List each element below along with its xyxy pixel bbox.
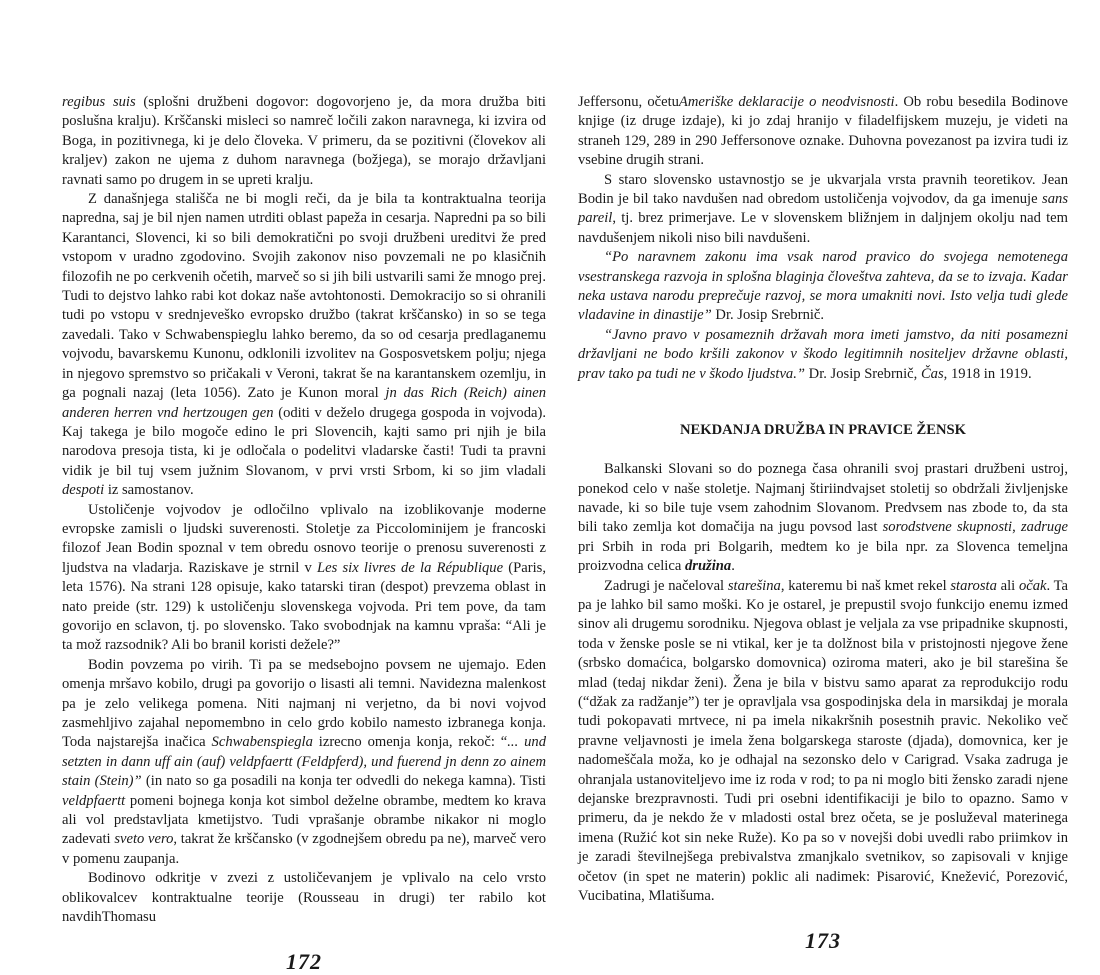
italic-text: zadruge [1020, 519, 1069, 536]
italic-text: Les six livres de la République [317, 559, 504, 576]
italic-text: družina [684, 558, 732, 575]
text-segment: , takrat že krščansko (v zgodnejšem obredu pa ne), marveč vero v pomenu zaupanja. [62, 831, 547, 867]
italic-text: sans pareil [578, 191, 1068, 227]
right-page [578, 93, 1068, 954]
text-segment: pri Srbih in roda pri Bolgarih, medtem ko je bila npr. za Slovenca temeljna proizvodna celica [578, 538, 1068, 575]
paragraph [62, 501, 546, 656]
paragraph [578, 171, 1068, 249]
text-segment: Bodin povzema po virih. Ti pa se medsebojno povsem ne ujemajo. Eden omenja mršavo kobilo, drugi pa govorijo o lisasti ali temni. Navidezna malenkost pa je zelo velikega pomena. Niti najmanj ni verjetno, da bi novi vojvod zasmehljivo zajahal nepomembno in celo grdo kobilo namesto izbranega konja. Toda najstarejša inačica [62, 656, 546, 751]
italic-text: sveto vero [114, 831, 174, 848]
italic-text: “Javno pravo v posameznih državah mora imeti jamstvo, da niti posamezni državljani ne bodo kršili zakonov v škodo legitimnih nositeljev državne oblasti, prav tako pa tudi ne v škodo ljudstva.” [578, 326, 1068, 382]
text-segment: (oditi v deželo drugega gospoda in vojvoda). Kaj takega je bilo mogoče edino le pri Slovencih, kajti samo pri njih je bila narodova presoja tista, ki je odločala o podelitvi vladarske časti! Tudi ta pravni vidik je bil tuj vsem južnim Slovanom, v prvi vrsti Srbom, ki so jim vladali [62, 404, 547, 479]
italic-text: regibus suis [62, 94, 136, 110]
italic-text: jn das Rich (Reich) ainen anderen herren vnd hertzougen gen [62, 385, 546, 421]
section-heading: NEKDANJA DRUŽBA IN PRAVICE ŽENSK [680, 422, 966, 439]
italic-text: Schwabenspiegla [211, 734, 313, 751]
paragraph [578, 460, 1068, 576]
text-segment: Ustoličenje vojvodov je odločilno vplivalo na izoblikovanje moderne evropske zamisli o ljudski suverenosti. Stoletje za Piccolominijem je francoski filozof Jean Bodin spoznal v tem obredu osnovo teorije o prenosu suverenosti z ljudstva na vladarja. Raziskave je strnil v [62, 501, 546, 576]
text-segment: Dr. Josip Srebrnič. [711, 307, 825, 324]
italic-text: očak [1018, 577, 1047, 594]
italic-text: sorodstvene skupnosti [882, 519, 1013, 536]
text-segment: Zadrugi je načeloval [604, 577, 728, 594]
page-number-left: 172 [286, 949, 322, 975]
text-segment: izrecno omenja konja, rekoč: “ [312, 734, 508, 751]
text-segment: , [1012, 519, 1021, 536]
text-segment: Balkanski Slovani so do poznega časa ohranili svoj prastari družbeni ustroj, ponekod celo v naše stoletje. Najmanj štiriindvajset stoletij so obdržali življenjske navade, ki so bile tuje vsem zahodnim Slovanom. Predvsem nas zbode to, da sta bili tako zemlja kot domačija na jugu povsod last [578, 461, 1068, 536]
text-segment: Z današnjega stališča ne bi mogli reči, da je bila ta kontraktualna teorija napredna, saj je bil njen namen utrditi oblast papeža in cesarja. Napredni pa so bili Karantanci, Slovenci, ki so bili demokratični po svoji družbeni ureditvi že pred vstopom v uradno zgodovino. Svojih zakonov niso povzemali ne po klasičnih filozofih ne po cerkvenih očetih, marveč so si jih bili ustvarili sami že mnogo prej. Tudi to dejstvo lahko rabi kot dokaz naše avtohtonosti. Demokracijo so si ohranili tudi po vstopu v srednjeveško evropsko družbo (takrat krščansko) in so se tega zavedali. Tako v Schwabenspieglu lahko beremo, da so od cesarja predlaganemu vojvodu, bavarskemu Kunonu, odklonili izvolitev na Gosposvetskem polju; njega in njegovo spremstvo so pričakali v Veroni, takrat še na karantanskem ozemlju, in ga pognali nazaj (leta 1056). Zato je Kunon moral [62, 191, 546, 402]
italic-text: Ameriške deklaracije o neodvisnosti [678, 94, 895, 110]
italic-text: starešina [727, 577, 781, 594]
text-segment: Jeffersonu, očetu [578, 94, 679, 110]
text-segment: (in nato so ga posadili na konja ter odvedli do nekega kamna). Tisti [141, 773, 546, 790]
text-segment: Dr. Josip Srebrnič, [805, 365, 921, 382]
text-segment: S staro slovensko ustavnostjo se je ukvarjala vrsta pravnih teoretikov. Jean Bodin je bil tako navdušen nad obredom ustoličenja vojvodov, da ga imenuje [578, 171, 1068, 208]
paragraph [578, 248, 1068, 326]
italic-text: starosta [950, 577, 997, 594]
italic-text: despoti [62, 482, 105, 499]
left-page [62, 93, 546, 975]
paragraph [62, 656, 546, 869]
text-segment: pomeni bojnega konja kot simbol deželne obrambe, medtem ko krava ali vol predstavljata kmetijstvo. Tudi vprašanje obrambe nikakor ni moglo zadevati [62, 792, 546, 848]
paragraph [578, 577, 1068, 907]
left-page-body [62, 93, 546, 927]
text-segment: . Ob robu besedila Bodinove knjige (iz druge izdaje), ki jo zdaj hranijo v filadelfijskem muzeju, je videti na straneh 129, 289 in 290 Jeffersonove oznake. Duhovna povezanost pa izvira tudi iz vsebine drugih strani. [578, 94, 1068, 169]
paragraph [62, 190, 546, 501]
text-segment: ali [996, 577, 1019, 594]
right-page-body-before [578, 93, 1068, 384]
paragraph [62, 93, 546, 190]
text-segment: Bodinovo odkritje v zvezi z ustoličevanjem je vplivalo na celo vrsto oblikovalcev kontraktualne teorije (Rousseau in drugi) ter rabilo kot navdihThomasu [62, 870, 546, 926]
page-number-right: 173 [805, 928, 841, 954]
paragraph [62, 869, 546, 927]
text-segment: , kateremu bi naš kmet rekel [780, 577, 951, 594]
italic-text: veldpfaertt [62, 792, 126, 809]
text-segment: . Ta pa je lahko bil samo moški. Ko je ostarel, je prepustil svojo funkcijo enemu izmed sinov ali drugemu sorodniku. Njegova oblast je veljala za vse pripadnike skupnosti, toda v ženske posle se ni vtikal, ker je ta dolžnost bila v pristojnosti njegove žene (srbsko domaćica, bolgarsko domovnica) oziroma materi, ako je bil starešina še mlad (tedaj nikdar ženi). Žena je bila v bistvu samo aparat za reprodukcijo rodu (“džak za radžanje”) ter je opravljala vsa gospodinjska dela in marsikdaj je morala tudi pokopavati mrtvece, ni pa imela nikakršnih posestnih pravic. Nekoliko več pravne veljavnosti je imela žena bolgarskega staroste (djada), domovnica, ker je nadomeščala moža, ko je odhajal na sezonsko delo v Carigrad. Vsaka zadruga je ohranjala ustanoviteljevo ime iz roda v rod; to pa ni moglo biti žensko zaradi njene dejanske brezpravnosti. Tudi pri osebni identifikaciji je bilo to opazno. Samo v primeru, da je nekdo že v mladosti ostal brez očeta, se je posluževal materinega imena (Ružić kot sin neke Ruže). Ko pa so v novejši dobi uvedli rabo priimkov in je zaradi številnejšega prebivalstva zmanjkalo svetnikov, so zapisovali v knjige očetov (in spet ne materin) poklic ali nadimek: Pisarović, Knežević, Porezović, Vucibatina, Mlatišuma. [578, 577, 1069, 905]
italic-text: “Po naravnem zakonu ima vsak narod pravico do svojega nemotenega vsestranskega razvoja in splošna blaginja človeštva zahteva, da se to izvaja. Kadar neka ustava narodu preprečuje razvoj, se mora umakniti novi. Isto velja tudi glede vladavine in dinastije” [578, 249, 1068, 324]
right-page-body-after [578, 460, 1068, 906]
text-segment: . [731, 558, 735, 575]
text-segment: iz samostanov. [104, 482, 194, 499]
text-segment: (Paris, leta 1576). Na strani 128 opisuje, kako tatarski tiran (despot) prevzema oblast in nato preide (str. 129) k ustoličenju slovenskega vojvoda. Pri tem pove, da tam govorijo en sclavon, tj. po slovensko. Tako svobodnjak na kamnu vpraša: “Ali je ta mož razsodnik? Ali bo branil koristi dežele?” [62, 559, 546, 654]
text-segment: , 1918 in 1919. [943, 365, 1032, 382]
italic-text: ... und setzten in dann uff ain (auf) veldpfaertt (Feldpferd), und fuerend jn denn zo ainem stain (Stein)” [62, 734, 546, 790]
paragraph [578, 326, 1068, 384]
text-segment: , tj. brez primerjave. Le v slovenskem bližnjem in daljnjem okolju nad tem navdušenjem nikoli niso bili navdušeni. [578, 210, 1068, 246]
paragraph [578, 93, 1068, 171]
text-segment: (splošni družbeni dogovor: dogovorjeno je, da mora družba biti poslušna kralju). Krščanski misleci so namreč ločili zakon naravnega, ki izvira od Boga, in pozitivnega, ki je delo človeka. V primeru, da se pozitivni (človekov ali kraljev) zakon ne ujema z duhom naravnega (božjega), se morajo državljani ravnati samo po drugem in se upreti kralju. [62, 94, 546, 188]
italic-text: Čas [920, 365, 944, 382]
